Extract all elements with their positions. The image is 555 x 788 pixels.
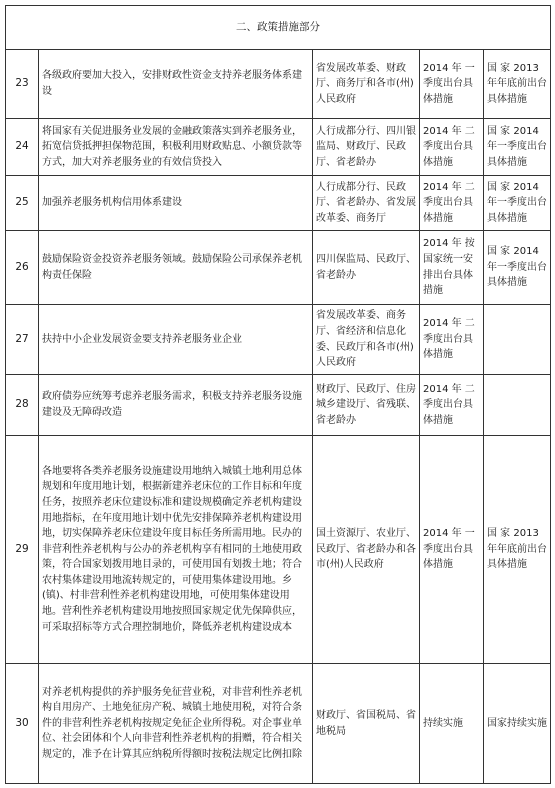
measure-cell: 政府债券应统筹考虑养老服务需求，积极支持养老服务设施建设及无障碍改造	[39, 375, 313, 436]
table-row	[6, 176, 551, 231]
row-number: 29	[6, 436, 39, 664]
table-row	[6, 119, 551, 176]
measure-cell: 鼓励保险资金投资养老服务领域。鼓励保险公司承保养老机构责任保险	[39, 231, 313, 305]
section-header-row	[6, 6, 551, 50]
department-cell: 财政厅、民政厅、住房城乡建设厅、省残联、省老龄办	[313, 375, 420, 436]
note-cell: 国 家 2014年一季度出台具体措施	[484, 231, 551, 305]
department-cell: 四川保监局、民政厅、省老龄办	[313, 231, 420, 305]
deadline-cell: 2014 年 二季度出台具体措施	[420, 305, 484, 375]
row-number: 30	[6, 664, 39, 784]
measure-cell: 加强养老服务机构信用体系建设	[39, 176, 313, 231]
measure-cell: 对养老机构提供的养护服务免征营业税，对非营利性养老机构自用房产、土地免征房产税、城镇土地使用税，对符合条件的非营利性养老机构按规定免征企业所得税。对企事业单位、社会团体和个人向非营利性养老机构的捐赠，符合相关规定的，准予在计算其应纳税所得额时按税法规定比例扣除	[39, 664, 313, 784]
table-row	[6, 436, 551, 664]
measure-cell: 各级政府要加大投入，安排财政性资金支持养老服务体系建设	[39, 50, 313, 119]
deadline-cell: 2014 年 二季度出台具体措施	[420, 375, 484, 436]
deadline-cell: 2014 年 按国家统一安排出台具体措施	[420, 231, 484, 305]
department-cell: 财政厅、省国税局、省地税局	[313, 664, 420, 784]
department-cell: 省发展改革委、财政厅、商务厅和各市(州)人民政府	[313, 50, 420, 119]
deadline-cell: 2014 年 二季度出台具体措施	[420, 176, 484, 231]
note-cell: 国家持续实施	[484, 664, 551, 784]
table-row	[6, 664, 551, 784]
deadline-cell: 2014 年 二季度出台具体措施	[420, 119, 484, 176]
department-cell: 省发展改革委、商务厅、省经济和信息化委、民政厅和各市(州)人民政府	[313, 305, 420, 375]
deadline-cell: 持续实施	[420, 664, 484, 784]
note-cell	[484, 375, 551, 436]
department-cell: 人行成都分行、四川银监局、财政厅、民政厅、省老龄办	[313, 119, 420, 176]
measure-cell: 各地要将各类养老服务设施建设用地纳入城镇土地利用总体规划和年度用地计划，根据新建养老床位的工作目标和年度任务，按照养老床位建设标准和建设规模确定养老机构建设用地指标，在年度用地计划中优先安排保障养老机构建设用地，切实保障养老床位建设年度目标任务所需用地。民办的非营利性养老机构与公办的养老机构享有相同的土地使用政策，符合国家划拨用地目录的，可使用国有划拨土地；符合农村集体建设用地流转规定的，可使用集体建设用地。乡(镇)、村非营利性养老机构建设用地，可使用集体建设用地。营利性养老机构建设用地按照国家规定优先保障供应，可采取招标等方式合理控制地价，降低养老机构建设成本	[39, 436, 313, 664]
note-cell: 国 家 2013年年底前出台具体措施	[484, 50, 551, 119]
row-number: 24	[6, 119, 39, 176]
row-number: 23	[6, 50, 39, 119]
row-number: 25	[6, 176, 39, 231]
note-cell: 国 家 2014年一季度出台具体措施	[484, 176, 551, 231]
note-cell	[484, 305, 551, 375]
deadline-cell: 2014 年 一季度出台具体措施	[420, 50, 484, 119]
row-number: 26	[6, 231, 39, 305]
department-cell: 人行成都分行、民政厅、省老龄办、省发展改革委、商务厅	[313, 176, 420, 231]
note-cell: 国 家 2013年年底前出台具体措施	[484, 436, 551, 664]
measure-cell: 扶持中小企业发展资金要支持养老服务业企业	[39, 305, 313, 375]
row-number: 28	[6, 375, 39, 436]
measure-cell: 将国家有关促进服务业发展的金融政策落实到养老服务业，拓宽信贷抵押担保物范围，积极利用财政贴息、小额贷款等方式，加大对养老服务业的有效信贷投入	[39, 119, 313, 176]
table-row	[6, 50, 551, 119]
deadline-cell: 2014 年 一季度出台具体措施	[420, 436, 484, 664]
policy-measures-table	[5, 5, 551, 784]
note-cell: 国 家 2014年一季度出台具体措施	[484, 119, 551, 176]
section-title: 二、政策措施部分	[6, 6, 551, 50]
department-cell: 国土资源厅、农业厅、民政厅、省老龄办和各市(州)人民政府	[313, 436, 420, 664]
table-row	[6, 305, 551, 375]
row-number: 27	[6, 305, 39, 375]
table-row	[6, 375, 551, 436]
table-row	[6, 231, 551, 305]
